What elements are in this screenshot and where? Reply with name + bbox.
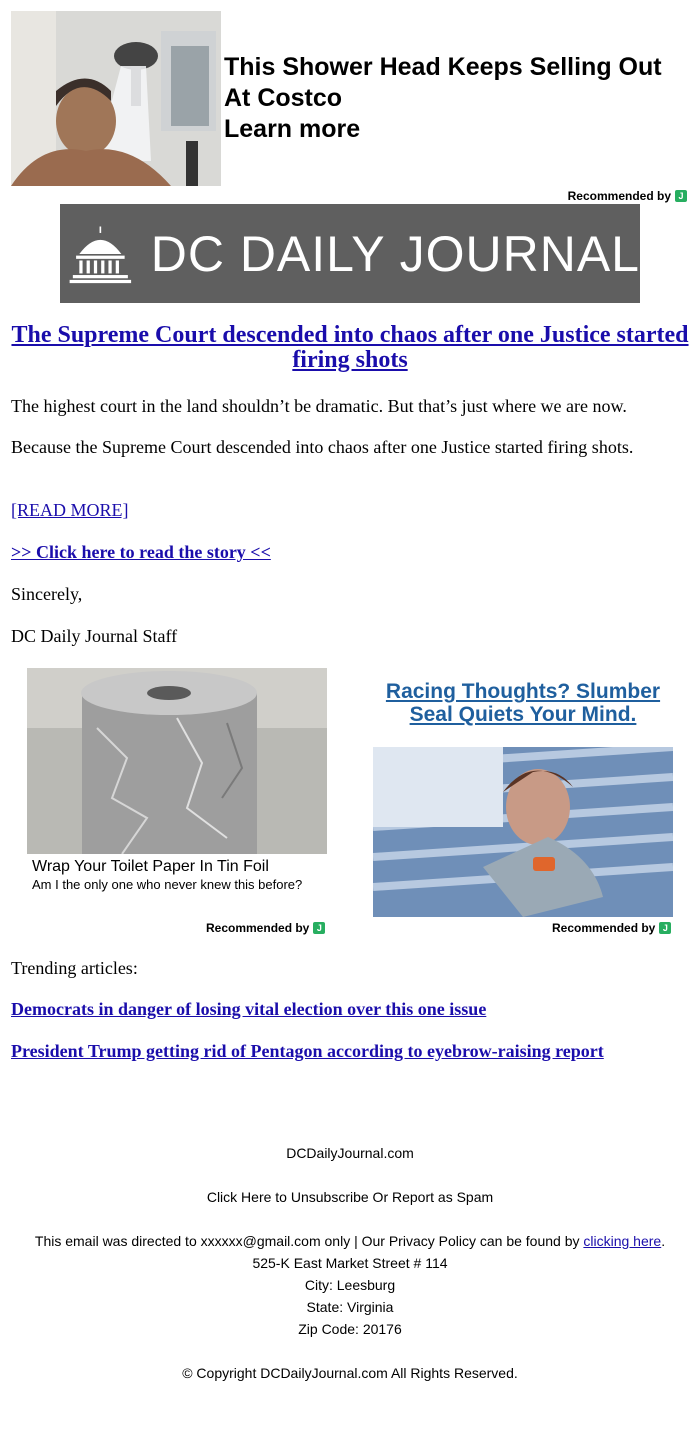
recommended-by-label: Recommended by bbox=[552, 921, 656, 935]
capitol-dome-icon bbox=[68, 214, 133, 294]
right-ad-title[interactable] bbox=[373, 680, 673, 726]
sleeping-person-ad-image[interactable] bbox=[373, 747, 673, 917]
unsubscribe-link[interactable]: Click Here to Unsubscribe Or Report as Spam bbox=[206, 1189, 494, 1205]
signature: DC Daily Journal Staff bbox=[11, 626, 178, 646]
left-ad-title[interactable]: Wrap Your Toilet Paper In Tin Foil bbox=[32, 858, 269, 875]
recommended-by-right[interactable] bbox=[552, 921, 671, 935]
recommender-logo-icon: J bbox=[659, 922, 671, 934]
trending-link-1[interactable]: Democrats in danger of losing vital election over this one issue bbox=[11, 999, 487, 1019]
click-here[interactable] bbox=[11, 542, 691, 563]
article-paragraph-1: The highest court in the land shouldn’t be dramatic. But that’s just where we are now. bbox=[11, 396, 627, 416]
read-more-link[interactable]: [READ MORE] bbox=[11, 500, 129, 520]
footer-zip: Zip Code: 20176 bbox=[298, 1321, 402, 1337]
trending-label: Trending articles: bbox=[11, 958, 138, 978]
trending-item-2[interactable] bbox=[11, 1041, 681, 1062]
top-ad-headline-line2[interactable]: At Costco bbox=[224, 84, 343, 112]
click-here-link[interactable]: >> Click here to read the story << bbox=[11, 542, 271, 562]
left-ad-subtitle[interactable]: Am I the only one who never knew this before? bbox=[32, 877, 303, 892]
right-ad-title-link[interactable]: Racing Thoughts? Slumber Seal Quiets Your Mind. bbox=[385, 680, 661, 726]
shower-head-ad-image[interactable] bbox=[11, 11, 221, 186]
footer-city: City: Leesburg bbox=[304, 1277, 396, 1293]
trending-link-2[interactable]: President Trump getting rid of Pentagon according to eyebrow-raising report bbox=[11, 1041, 604, 1061]
top-ad-headline-line1[interactable]: This Shower Head Keeps Selling Out bbox=[224, 53, 662, 81]
recommended-by-left[interactable] bbox=[206, 921, 325, 935]
privacy-policy-link[interactable]: clicking here bbox=[583, 1233, 662, 1249]
recommended-by-label: Recommended by bbox=[206, 921, 310, 935]
read-more[interactable] bbox=[11, 500, 691, 521]
logo-text: DC DAILY JOURNAL bbox=[150, 225, 640, 282]
footer-site-name: DCDailyJournal.com bbox=[286, 1145, 414, 1161]
dc-daily-journal-logo bbox=[60, 204, 640, 303]
sign-off: Sincerely, bbox=[11, 584, 83, 604]
email-notice-text: This email was directed to xxxxxx@gmail.com only | Our Privacy Policy can be found by bbox=[34, 1233, 580, 1249]
recommender-logo-icon: J bbox=[675, 190, 687, 202]
recommended-by-top[interactable] bbox=[568, 189, 687, 203]
tin-foil-ad-image[interactable] bbox=[27, 668, 327, 854]
footer-copyright: © Copyright DCDailyJournal.com All Rights Reserved. bbox=[182, 1365, 518, 1381]
footer-address: 525-K East Market Street # 114 bbox=[252, 1255, 448, 1271]
article-headline[interactable] bbox=[11, 323, 689, 373]
trending-item-1[interactable] bbox=[11, 999, 691, 1020]
recommender-logo-icon: J bbox=[313, 922, 325, 934]
top-ad-headline[interactable] bbox=[224, 52, 694, 145]
recommended-by-label: Recommended by bbox=[567, 189, 671, 203]
top-ad-learn-more[interactable]: Learn more bbox=[224, 115, 361, 143]
article-headline-link[interactable]: The Supreme Court descended into chaos after one Justice started firing shots bbox=[11, 322, 689, 373]
article-paragraph-2: Because the Supreme Court descended into chaos after one Justice started firing shots. bbox=[11, 437, 634, 457]
footer-email-notice: This email was directed to xxxxxx@gmail.com only | Our Privacy Policy can be found by clicking here. bbox=[34, 1233, 666, 1249]
footer-state: State: Virginia bbox=[306, 1299, 394, 1315]
